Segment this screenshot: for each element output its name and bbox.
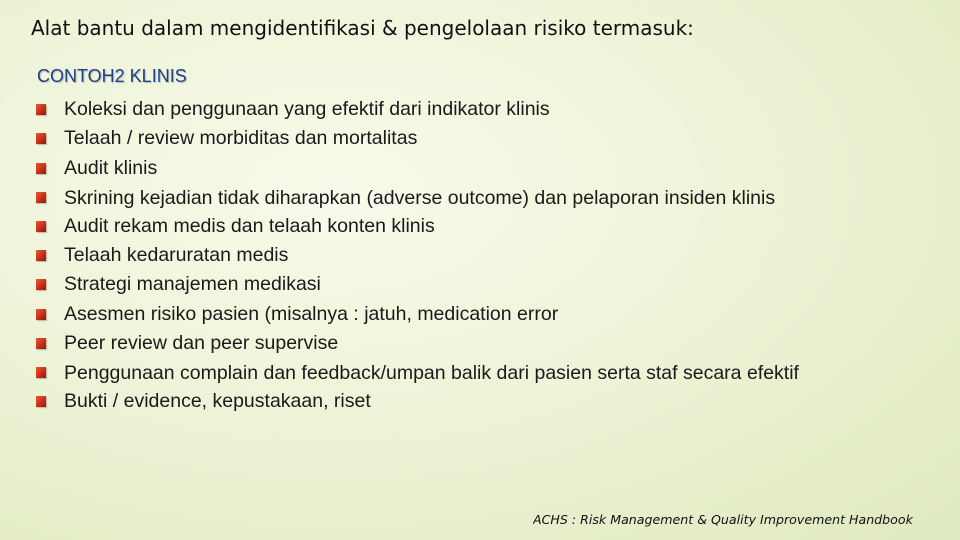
list-item <box>36 270 916 299</box>
bullet-text: Koleksi dan penggunaan yang efektif dari indikator klinis <box>64 98 550 120</box>
bullet-text: Audit klinis <box>64 156 158 179</box>
list-item <box>36 212 916 241</box>
list-item <box>36 124 916 153</box>
list-item <box>36 183 916 212</box>
list-item <box>36 95 916 124</box>
list-item <box>36 358 916 387</box>
square-bullet-icon <box>36 309 46 320</box>
square-bullet-icon <box>36 163 46 174</box>
slide-title: Alat bantu dalam mengidentifikasi & pengelolaan risiko termasuk: <box>31 16 694 40</box>
bullet-text: Asesmen risiko pasien (misalnya : jatuh, medication error <box>64 302 559 325</box>
list-item <box>36 241 916 270</box>
footer-reference: ACHS : Risk Management & Quality Improvement Handbook <box>533 512 913 527</box>
list-item <box>36 329 916 358</box>
square-bullet-icon <box>36 367 46 378</box>
bullet-text: Telaah kedaruratan medis <box>64 244 289 267</box>
list-item <box>36 154 916 183</box>
square-bullet-icon <box>36 221 46 232</box>
bullet-list <box>36 95 916 417</box>
square-bullet-icon <box>36 104 46 115</box>
list-item <box>36 300 916 329</box>
square-bullet-icon <box>36 279 46 290</box>
bullet-text: Bukti / evidence, kepustakaan, riset <box>64 390 371 413</box>
bullet-text: Peer review dan peer supervise <box>64 332 339 355</box>
square-bullet-icon <box>36 396 46 407</box>
bullet-text: Penggunaan complain dan feedback/umpan balik dari pasien serta staf secara efektif <box>64 362 799 385</box>
bullet-text: Strategi manajemen medikasi <box>64 273 321 296</box>
bullet-text: Telaah / review morbiditas dan mortalitas <box>64 127 418 150</box>
square-bullet-icon <box>36 133 46 144</box>
bullet-text: Audit rekam medis dan telaah konten klinis <box>64 214 435 237</box>
square-bullet-icon <box>36 192 46 203</box>
square-bullet-icon <box>36 338 46 349</box>
list-item <box>36 387 916 416</box>
section-heading: CONTOH2 KLINIS <box>37 66 187 86</box>
square-bullet-icon <box>36 250 46 261</box>
bullet-text: Skrining kejadian tidak diharapkan (adverse outcome) dan pelaporan insiden klinis <box>64 186 776 209</box>
